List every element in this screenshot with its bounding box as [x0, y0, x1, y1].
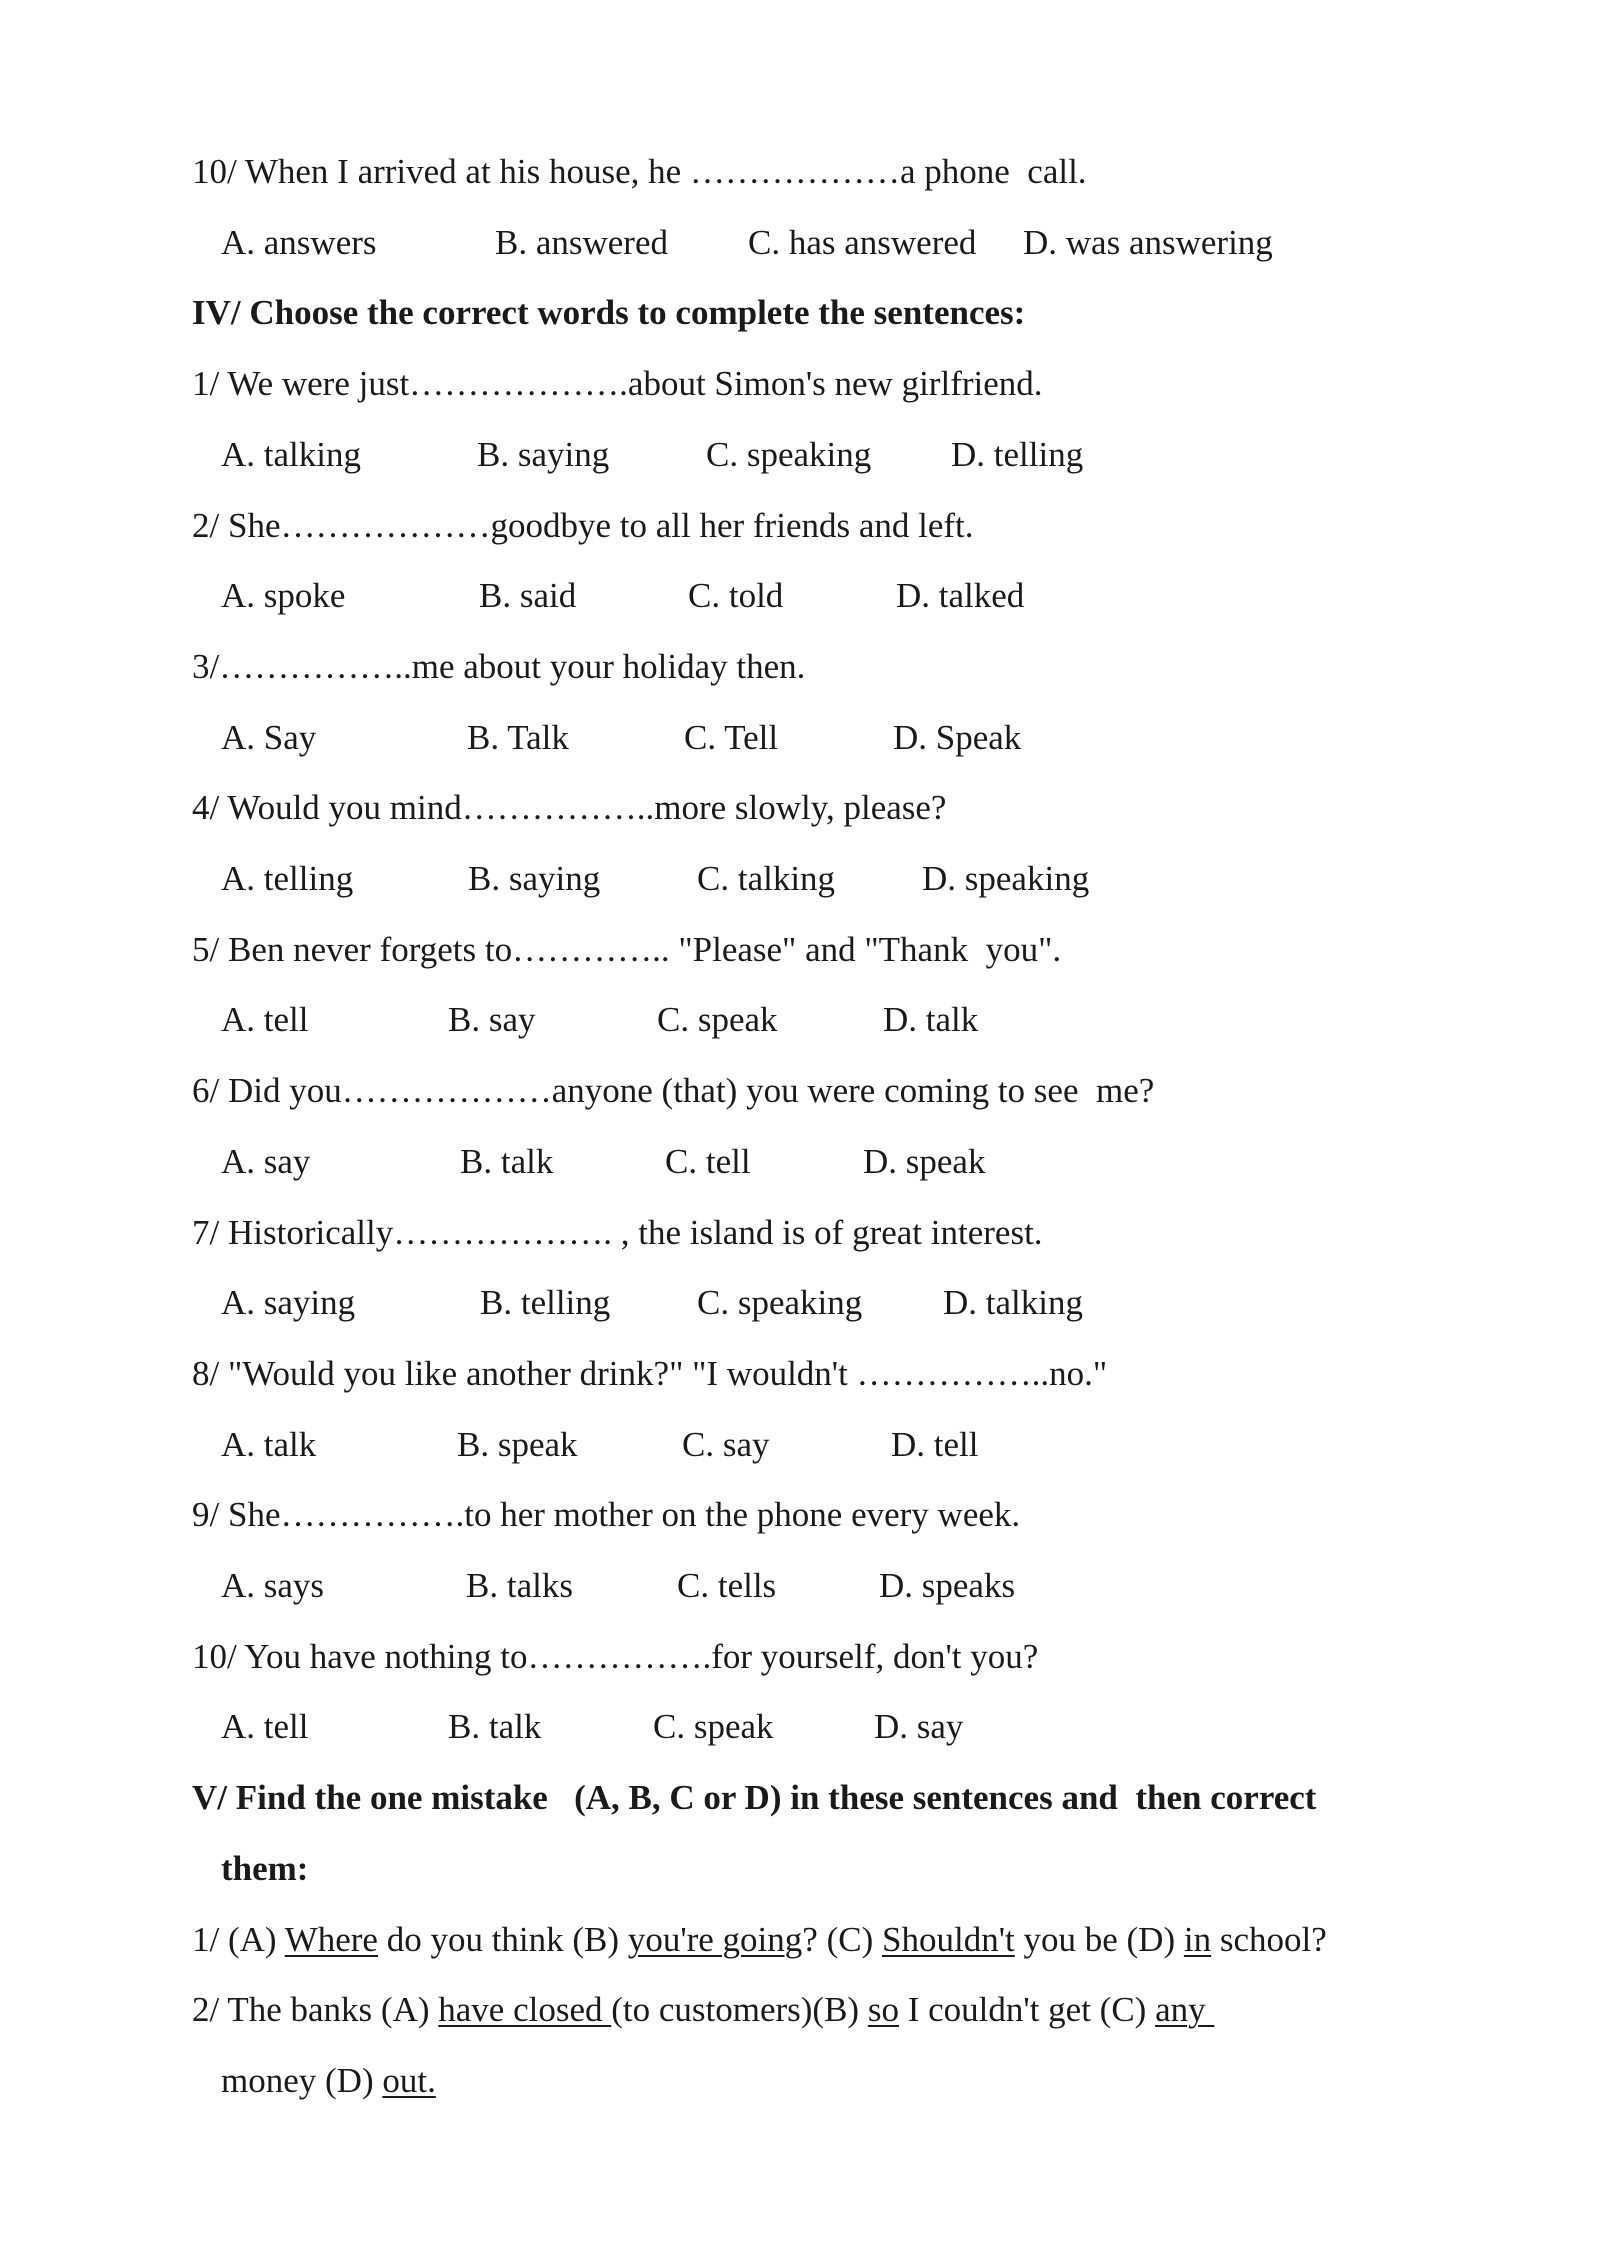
section4-question-10: 10/ You have nothing to…………….for yourself, don't you? [192, 1636, 1039, 1676]
section5-question-1 [192, 1918, 1327, 1962]
option-a: A. tell [221, 1707, 309, 1747]
section4-question-6-options [0, 1140, 1600, 1184]
section4-question-8-options [0, 1423, 1600, 1467]
option-b: B. saying [468, 859, 601, 898]
option-b: B. telling [480, 1283, 611, 1323]
section4-question-1-options [0, 433, 1600, 477]
section-4-heading: IV/ Choose the correct words to complete the sentences: [192, 293, 1026, 333]
option-d: D. speaking [922, 859, 1090, 898]
option-c: C. talking [697, 859, 836, 898]
sentence-text: (to customers)(B) [611, 1990, 868, 2030]
option-d: D. talking [943, 1283, 1083, 1323]
section3-question-10: 10/ When I arrived at his house, he ………………a phone call. [192, 152, 1087, 191]
section5-question-2 [192, 1988, 1214, 2032]
section4-question-6: 6/ Did you………………anyone (that) you were coming to see me? [192, 1071, 1155, 1111]
underlined-choice: Shouldn't [882, 1919, 1015, 1959]
option-c: C. speaking [697, 1283, 863, 1323]
option-c: C. speaking [706, 434, 872, 474]
option-b: B. said [479, 576, 577, 616]
option-b: B. say [448, 1000, 536, 1040]
option-a: A. telling [221, 859, 354, 898]
sentence-text: 2/ The banks (A) [192, 1990, 439, 2030]
option-d: D. was answering [1023, 222, 1273, 262]
option-b: B. talk [448, 1707, 542, 1747]
option-c: C. speak [657, 1000, 778, 1040]
option-d: D. talk [883, 1000, 979, 1040]
section3-question-10-options [0, 221, 1600, 265]
option-a: A. Say [221, 717, 317, 757]
option-b: B. talks [466, 1566, 573, 1605]
sentence-text: I couldn't get (C) [898, 1990, 1156, 2030]
underlined-choice: you're going [627, 1919, 803, 1959]
option-b: B. speak [457, 1424, 578, 1464]
option-a: A. says [221, 1566, 325, 1605]
section4-question-10-options [0, 1705, 1600, 1749]
option-c: C. Tell [684, 717, 779, 757]
option-d: D. telling [951, 434, 1084, 474]
sentence-text: ? (C) [802, 1919, 882, 1959]
section4-question-7-options [0, 1281, 1600, 1325]
option-a: A. answers [221, 222, 377, 262]
sentence-text: money (D) [221, 2060, 383, 2100]
sentence-text: school? [1211, 1919, 1327, 1959]
option-c: C. tell [665, 1141, 751, 1181]
sentence-text: do you think (B) [377, 1919, 628, 1959]
section4-question-9: 9/ She…………….to her mother on the phone every week. [192, 1495, 1021, 1535]
option-b: B. saying [477, 434, 610, 474]
option-b: B. talk [460, 1141, 554, 1181]
section4-question-4-options [0, 857, 1600, 901]
section-5-heading: V/ Find the one mistake (A, B, C or D) in these sentences and then correct [192, 1778, 1317, 1818]
section4-question-9-options [0, 1564, 1600, 1608]
option-d: D. speak [863, 1141, 986, 1181]
option-d: D. Speak [893, 717, 1022, 757]
underlined-choice: any [1155, 1990, 1215, 2030]
section4-question-2-options [0, 574, 1600, 618]
underlined-choice: so [867, 1990, 899, 2030]
option-b: B. answered [495, 222, 669, 262]
sentence-text: you be (D) [1014, 1919, 1184, 1959]
option-c: C. has answered [748, 222, 977, 262]
section4-question-7: 7/ Historically………………. , the island is of great interest. [192, 1212, 1043, 1252]
underlined-choice: in [1183, 1919, 1212, 1959]
underlined-choice: Where [284, 1919, 378, 1959]
option-a: A. say [221, 1141, 311, 1181]
option-a: A. saying [221, 1283, 356, 1323]
option-a: A. talk [221, 1424, 317, 1464]
option-a: A. talking [221, 434, 361, 474]
section4-question-3-options [0, 716, 1600, 760]
section4-question-8: 8/ "Would you like another drink?" "I wouldn't ……………..no." [192, 1353, 1108, 1393]
option-a: A. tell [221, 1000, 309, 1040]
section4-question-4: 4/ Would you mind……………..more slowly, please? [192, 788, 947, 828]
option-c: C. say [682, 1424, 770, 1464]
underlined-choice: out. [382, 2060, 436, 2100]
section4-question-1: 1/ We were just……………….about Simon's new girlfriend. [192, 364, 1043, 404]
section4-question-5: 5/ Ben never forgets to………….. "Please" and "Thank you". [192, 929, 1062, 969]
option-a: A. spoke [221, 576, 346, 616]
section4-question-3: 3/……………..me about your holiday then. [192, 646, 806, 686]
section4-question-2: 2/ She………………goodbye to all her friends and left. [192, 505, 974, 545]
option-c: C. told [688, 576, 784, 616]
section4-question-5-options [0, 998, 1600, 1042]
underlined-choice: have closed [438, 1990, 612, 2030]
option-c: C. tells [677, 1566, 777, 1605]
section-5-heading-continued: them: [221, 1848, 309, 1888]
section5-question-2-continued [221, 2059, 436, 2103]
option-d: D. tell [891, 1424, 979, 1464]
option-d: D. say [874, 1707, 964, 1747]
option-d: D. speaks [879, 1566, 1016, 1605]
option-d: D. talked [896, 576, 1025, 616]
sentence-text: 1/ (A) [192, 1919, 285, 1959]
option-b: B. Talk [467, 717, 569, 757]
option-c: C. speak [653, 1707, 774, 1747]
